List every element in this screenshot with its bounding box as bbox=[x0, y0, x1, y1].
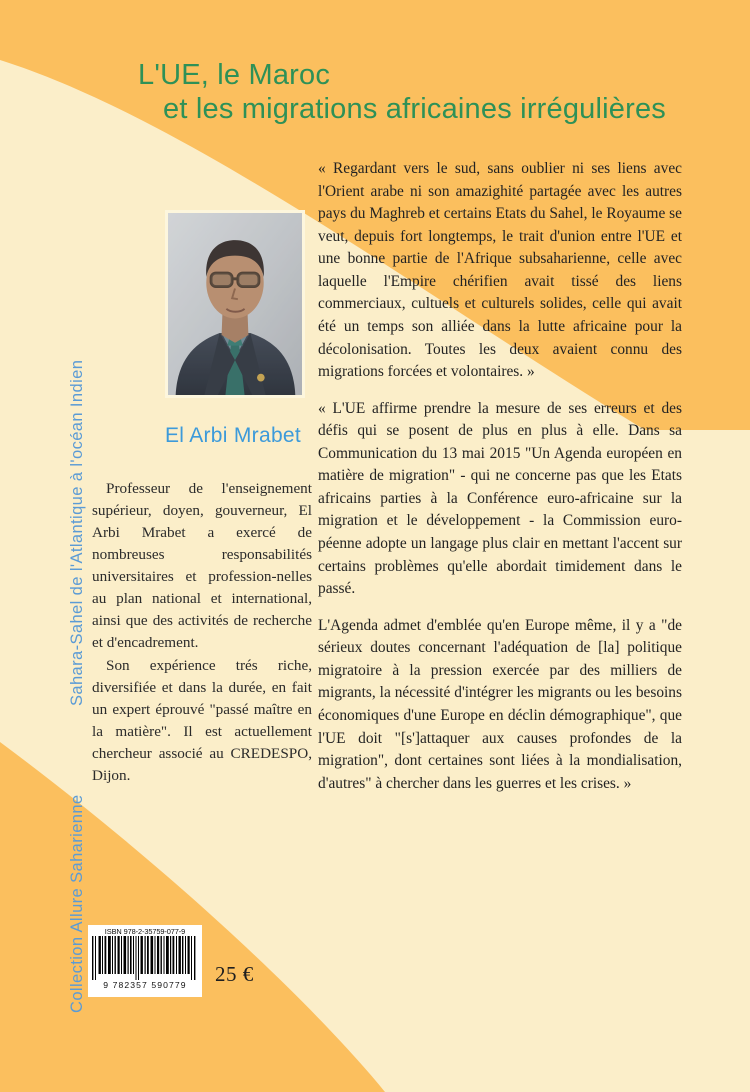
bio-paragraph: Son expérience trés riche, diversifiée et dans la durée, en fait un expert éprouvé "passé maître en la matière". Il est actuellement chercheur associé au CREDESPO, Dijon. bbox=[92, 657, 312, 785]
photo-vignette bbox=[168, 213, 302, 395]
page-title bbox=[138, 58, 698, 126]
spine-series-label: Sahara-Sahel de l'Atlantique à l'océan Indien bbox=[68, 359, 86, 706]
author-name: El Arbi Mrabet bbox=[164, 424, 302, 447]
bio-paragraph: Professeur de l'enseignement supérieur, doyen, gouverneur, El Arbi Mrabet a exercé de nombreuses responsabilités universitaires et profession-nelles au plan national et international, ainsi que des activités de recherche et d'encadrement. bbox=[92, 480, 312, 652]
author-biography bbox=[92, 478, 312, 787]
title-line-2: et les migrations africaines irrégulières bbox=[163, 93, 667, 126]
blurb-paragraph: « Regardant vers le sud, sans oublier ni ses liens avec l'Orient arabe ni son amazighité partagée avec les autres pays du Maghreb et certains Etats du Sahel, le Royaume se veut, depuis fort longtemps, le trait d'union entre l'UE et une bonne partie de l'Afrique subsaharienne, celle avec laquelle l'Empire chérifien avait tissé des liens commerciaux, cultuels et culturels solides, celle qui avait été un temps son alliée dans la lutte africaine pour la décolonisation. Toutes les deux avaient connu des migrations forcées et volontaires. » bbox=[318, 160, 682, 381]
title-line-1: L'UE, le Maroc bbox=[138, 59, 331, 91]
author-portrait-photo bbox=[165, 210, 305, 398]
spine-collection-label: Collection Allure Saharienne bbox=[68, 794, 86, 1013]
barcode-bars bbox=[91, 936, 199, 980]
isbn-number: ISBN 978-2-35759-077-9 bbox=[104, 927, 186, 936]
isbn-barcode bbox=[88, 925, 202, 997]
barcode-digits: 9 782357 590779 bbox=[103, 980, 187, 990]
blurb-paragraph: « L'UE affirme prendre la mesure de ses erreurs et des défis qui se posent de plus en plus à elle. Dans sa Communication du 13 mai 2015 "Un Agenda européen en matière de migration" - qui ne concerne pas que les Etats africains parties à la Conférence euro-africaine sur la migration et le développement - la Commission euro-péenne adopte un langage plus clair en mettant l'accent sur certains problèmes qu'elle abordait timidement dans le passé. bbox=[318, 399, 682, 598]
price-label: 25 € bbox=[215, 962, 254, 986]
blurb-paragraph: L'Agenda admet d'emblée qu'en Europe même, il y a "de sérieux doutes concernant l'adéquation de [la] politique migratoire à la pression exercée par des milliers de migrants, la nécessité d'intégrer les migrants ou les besoins économiques d'une Europe en déclin démographique", que l'UE doit "[s']attaquer aux causes profondes de la migration", dont certaines sont liées à la mondialisation, d'autres" à chercher dans les guerres et les crises. » bbox=[318, 616, 682, 792]
back-cover-blurb bbox=[318, 158, 682, 795]
